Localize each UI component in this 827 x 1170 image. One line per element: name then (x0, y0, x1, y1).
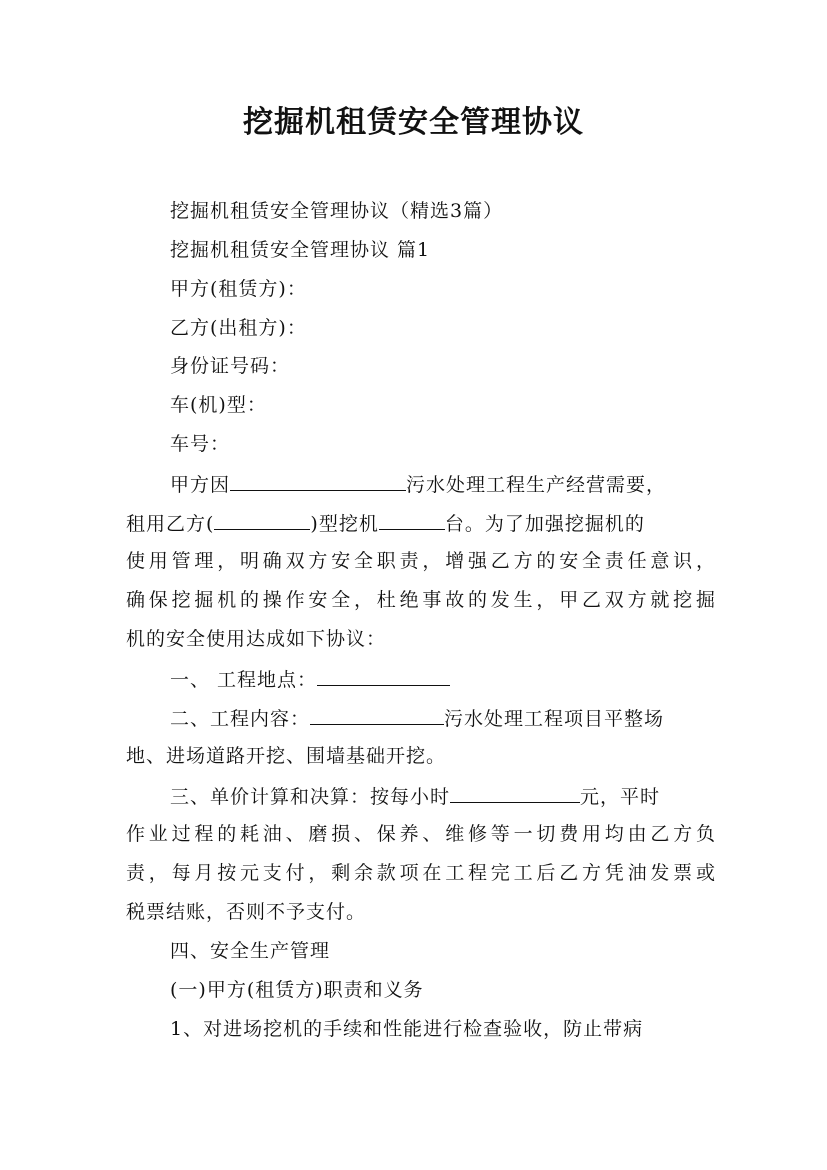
model-blank (214, 509, 310, 530)
purpose-blank (230, 470, 406, 491)
item-3-text: 元，平时 (580, 786, 661, 808)
content-blank (310, 704, 444, 725)
item-1-label: 一、 工程地点： (170, 669, 318, 691)
document-subtitle: 挖掘机租赁安全管理协议（精选3篇） (170, 200, 504, 222)
item-4-subheading: (一)甲方(租赁方)职责和义务 (170, 979, 424, 1001)
intro-text: 台。为了加强挖掘机的 (444, 513, 645, 535)
site-blank (317, 665, 450, 686)
intro-line-5: 机的安全使用达成如下协议： (126, 628, 387, 650)
item-4-heading: 四、安全生产管理 (170, 940, 331, 962)
quantity-blank (379, 509, 445, 530)
intro-line-4: 确保挖掘机的操作安全，杜绝事故的发生，甲乙双方就挖掘 (126, 589, 716, 611)
party-a-field: 甲方(租赁方)： (170, 278, 307, 300)
intro-line-1 (170, 470, 716, 498)
item-3-text: 三、单价计算和决算：按每小时 (170, 786, 451, 808)
id-number-field: 身份证号码： (170, 355, 291, 377)
item-3-line-3: 责，每月按元支付，剩余款项在工程完工后乙方凭油发票或 (126, 862, 716, 884)
item-3-line-4: 税票结账，否则不予支付。 (126, 901, 367, 923)
vehicle-model-field: 车(机)型： (170, 394, 267, 416)
item-3-line-2: 作业过程的耗油、磨损、保养、维修等一切费用均由乙方负 (126, 823, 716, 845)
intro-line-3: 使用管理，明确双方安全职责，增强乙方的安全责任意识， (126, 550, 716, 572)
price-blank (450, 782, 580, 803)
item-1-site (170, 665, 760, 693)
item-2-content (170, 704, 760, 732)
item-4-point-1: 1、对进场挖机的手续和性能进行检查验收，防止带病 (170, 1018, 644, 1040)
item-3-price (170, 782, 760, 810)
section-heading: 挖掘机租赁安全管理协议 篇1 (170, 239, 431, 261)
vehicle-number-field: 车号： (170, 433, 231, 455)
intro-text: )型挖机 (310, 513, 379, 535)
item-2-line-2: 地、进场道路开挖、围墙基础开挖。 (126, 745, 447, 767)
item-2-text: 污水处理工程项目平整场 (444, 708, 665, 730)
intro-line-2 (126, 509, 716, 537)
intro-text: 污水处理工程生产经营需要， (406, 474, 667, 496)
item-2-label: 二、工程内容： (170, 708, 311, 730)
document-title: 挖掘机租赁安全管理协议 (243, 105, 584, 140)
party-b-field: 乙方(出租方)： (170, 317, 307, 339)
intro-text: 租用乙方( (126, 513, 215, 535)
intro-text: 甲方因 (170, 474, 231, 496)
